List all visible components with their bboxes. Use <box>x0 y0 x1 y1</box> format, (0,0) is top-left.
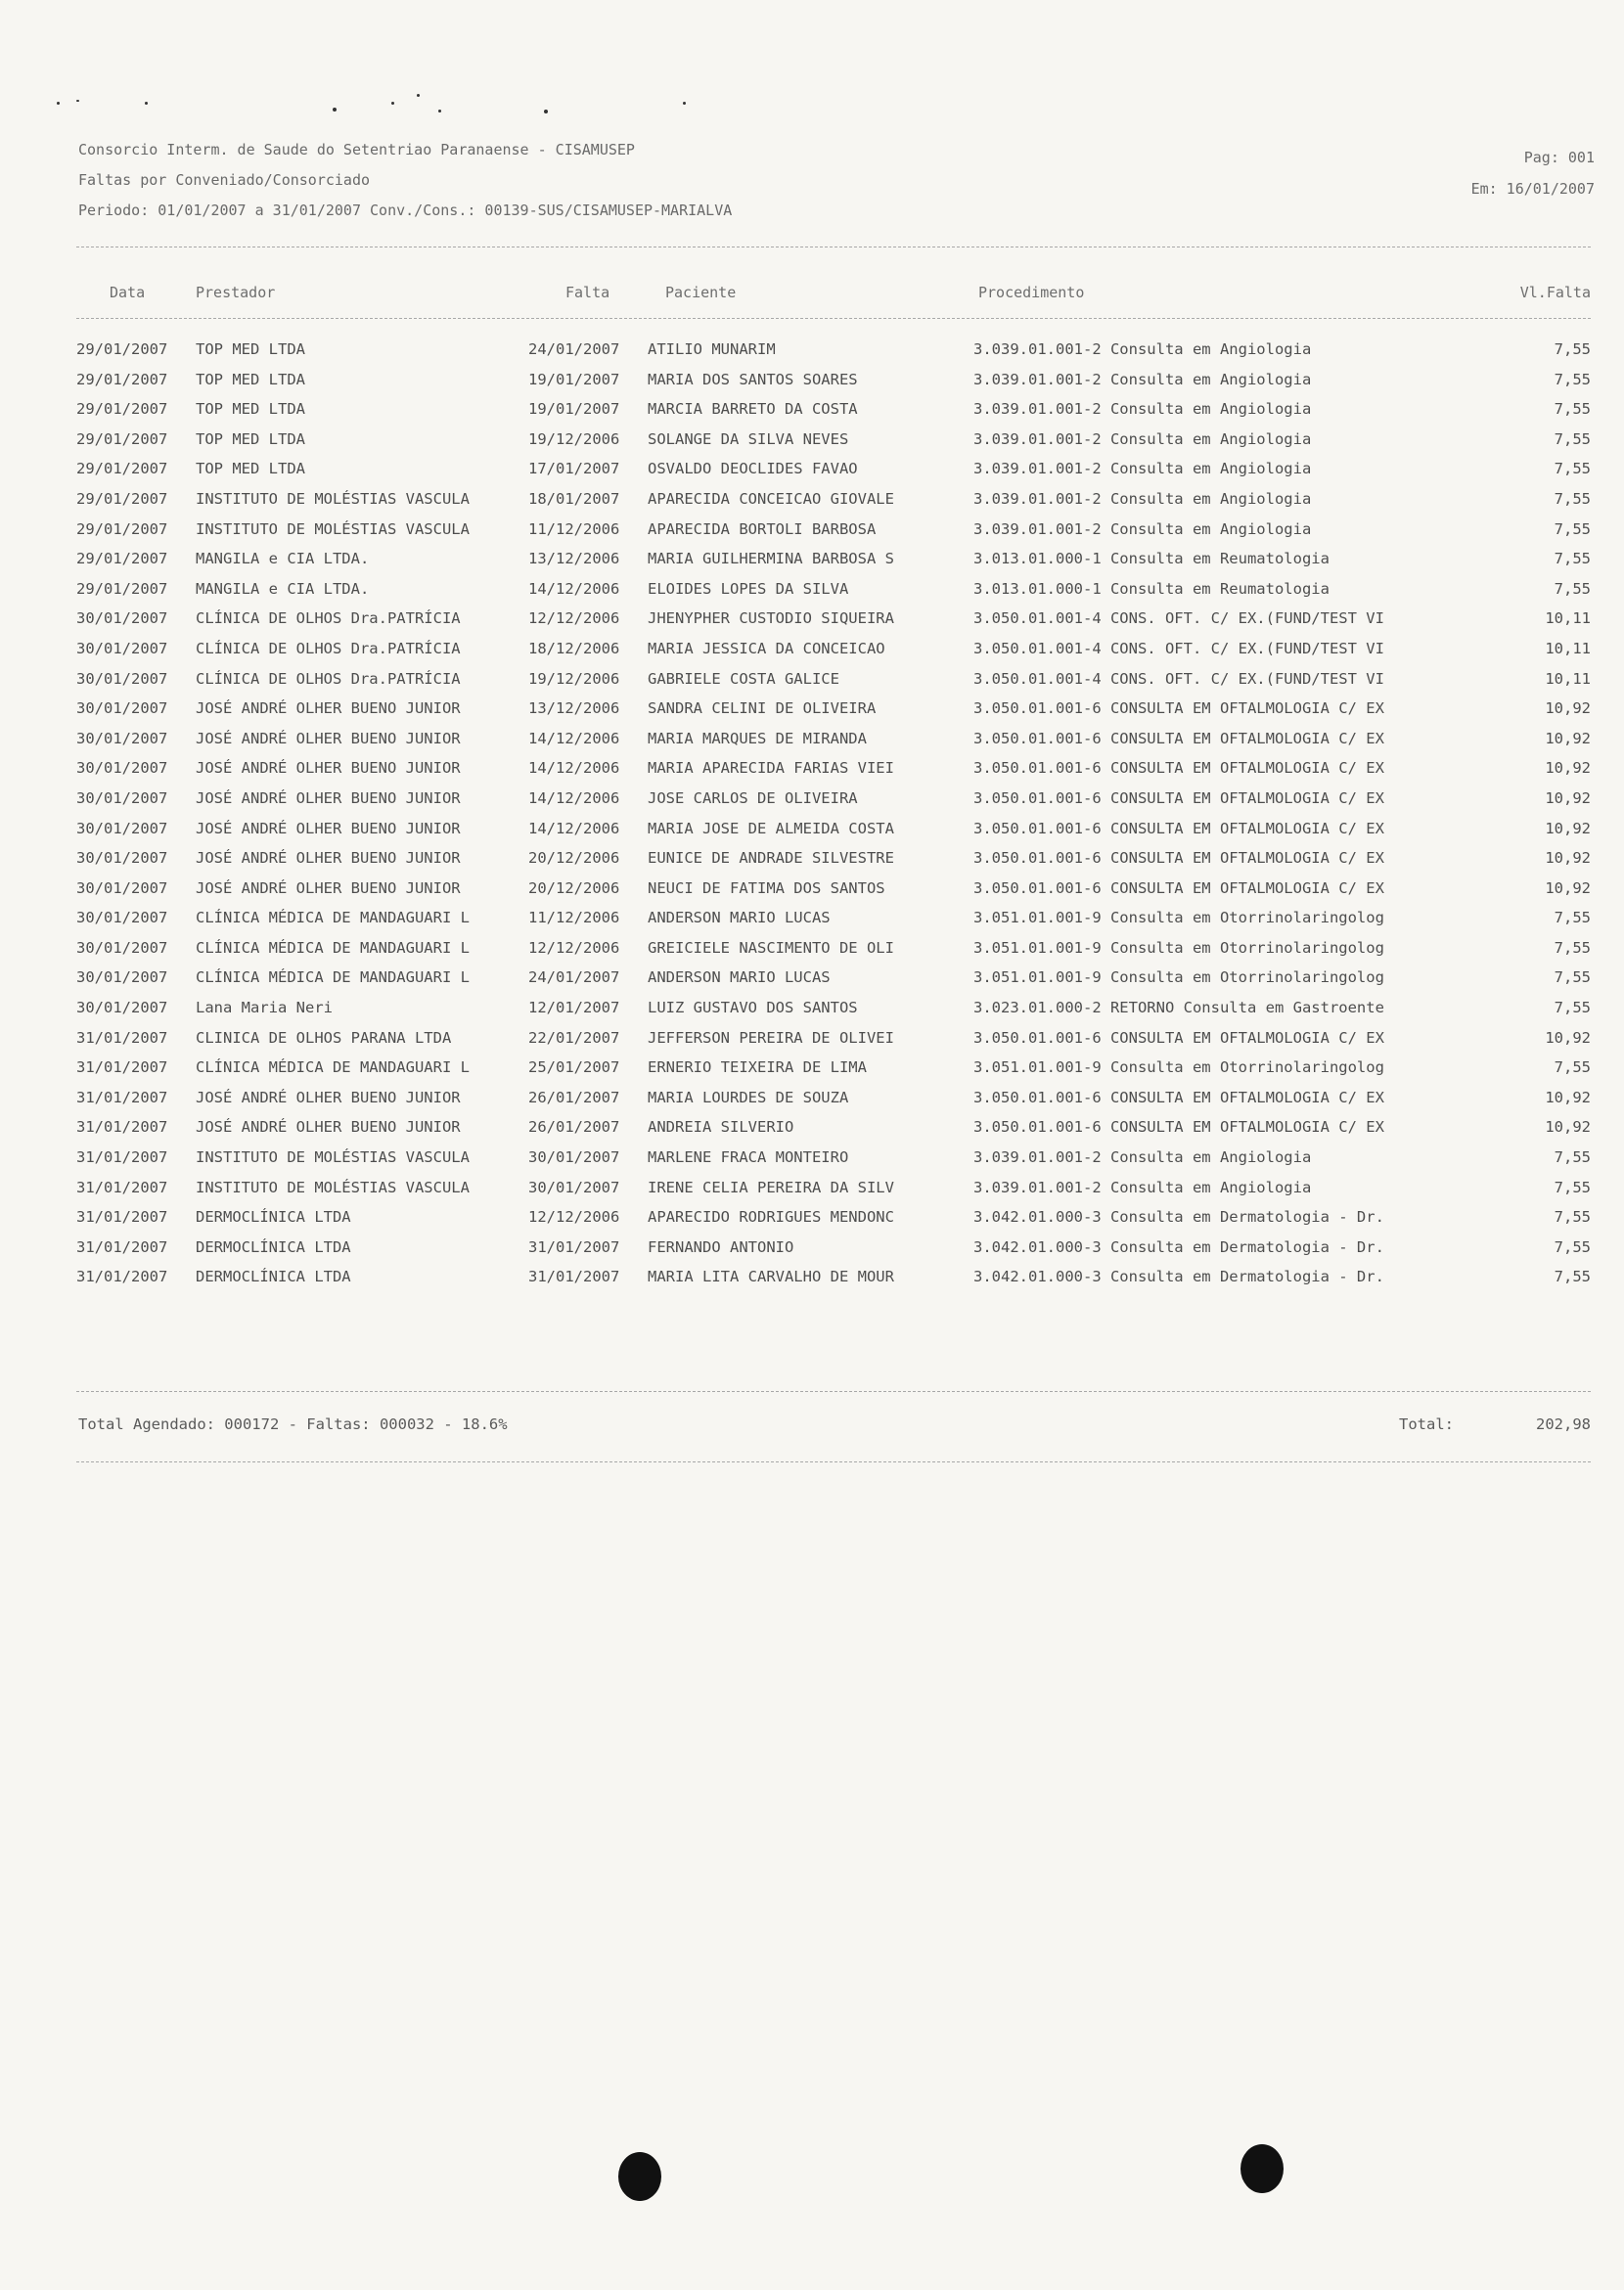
row-procedimento: 3.050.01.001-4 CONS. OFT. C/ EX.(FUND/TEST VI <box>973 609 1384 628</box>
row-date: 29/01/2007 <box>76 429 168 448</box>
row-falta-date: 11/12/2006 <box>528 519 620 538</box>
row-prestador: CLÍNICA MÉDICA DE MANDAGUARI L <box>196 968 470 987</box>
row-paciente: JHENYPHER CUSTODIO SIQUEIRA <box>648 609 894 628</box>
row-valor: 10,11 <box>1545 609 1591 628</box>
row-paciente: ATILIO MUNARIM <box>648 340 776 358</box>
row-procedimento: 3.042.01.000-3 Consulta em Dermatologia - Dr. <box>973 1208 1384 1227</box>
row-prestador: DERMOCLÍNICA LTDA <box>196 1208 351 1227</box>
row-falta-date: 20/12/2006 <box>528 849 620 868</box>
faltas-table <box>0 340 1624 1298</box>
row-valor: 7,55 <box>1554 550 1591 568</box>
row-falta-date: 12/01/2007 <box>528 999 620 1017</box>
row-paciente: MARIA JESSICA DA CONCEICAO <box>648 639 885 657</box>
row-falta-date: 20/12/2006 <box>528 878 620 897</box>
row-valor: 10,92 <box>1545 849 1591 868</box>
row-procedimento: 3.050.01.001-4 CONS. OFT. C/ EX.(FUND/TEST VI <box>973 639 1384 657</box>
row-paciente: SOLANGE DA SILVA NEVES <box>648 429 849 448</box>
table-row <box>0 1208 1624 1238</box>
row-falta-date: 19/12/2006 <box>528 429 620 448</box>
row-procedimento: 3.050.01.001-6 CONSULTA EM OFTALMOLOGIA C/ EX <box>973 1118 1384 1137</box>
row-prestador: TOP MED LTDA <box>196 340 305 358</box>
row-valor: 10,92 <box>1545 729 1591 747</box>
row-procedimento: 3.050.01.001-6 CONSULTA EM OFTALMOLOGIA C/ EX <box>973 819 1384 837</box>
table-row <box>0 1238 1624 1269</box>
row-valor: 10,92 <box>1545 759 1591 778</box>
row-prestador: INSTITUTO DE MOLÉSTIAS VASCULA <box>196 1178 470 1196</box>
row-prestador: MANGILA e CIA LTDA. <box>196 579 370 598</box>
row-date: 31/01/2007 <box>76 1058 168 1077</box>
row-falta-date: 31/01/2007 <box>528 1268 620 1286</box>
row-procedimento: 3.050.01.001-6 CONSULTA EM OFTALMOLOGIA C/ EX <box>973 699 1384 718</box>
row-procedimento: 3.050.01.001-6 CONSULTA EM OFTALMOLOGIA C/ EX <box>973 729 1384 747</box>
row-procedimento: 3.039.01.001-2 Consulta em Angiologia <box>973 1178 1312 1196</box>
row-date: 30/01/2007 <box>76 968 168 987</box>
row-date: 29/01/2007 <box>76 340 168 358</box>
row-prestador: CLÍNICA MÉDICA DE MANDAGUARI L <box>196 1058 470 1077</box>
row-procedimento: 3.013.01.000-1 Consulta em Reumatologia <box>973 579 1330 598</box>
row-valor: 7,55 <box>1554 1268 1591 1286</box>
row-prestador: CLÍNICA DE OLHOS Dra.PATRÍCIA <box>196 639 461 657</box>
row-valor: 10,92 <box>1545 1118 1591 1137</box>
row-falta-date: 11/12/2006 <box>528 909 620 927</box>
row-date: 30/01/2007 <box>76 788 168 807</box>
table-row <box>0 371 1624 401</box>
row-date: 30/01/2007 <box>76 639 168 657</box>
row-prestador: JOSÉ ANDRÉ OLHER BUENO JUNIOR <box>196 759 461 778</box>
row-procedimento: 3.050.01.001-6 CONSULTA EM OFTALMOLOGIA C/ EX <box>973 759 1384 778</box>
row-prestador: TOP MED LTDA <box>196 370 305 388</box>
total-label: Total: <box>1399 1415 1454 1433</box>
divider-footer <box>76 1461 1591 1462</box>
row-date: 29/01/2007 <box>76 519 168 538</box>
table-row <box>0 550 1624 580</box>
row-date: 30/01/2007 <box>76 909 168 927</box>
row-date: 29/01/2007 <box>76 370 168 388</box>
scan-speck <box>145 102 148 105</box>
row-valor: 10,92 <box>1545 699 1591 718</box>
org-title: Consorcio Interm. de Saude do Setentriao Paranaense - CISAMUSEP <box>78 141 635 158</box>
row-date: 30/01/2007 <box>76 609 168 628</box>
row-paciente: ANDERSON MARIO LUCAS <box>648 909 831 927</box>
row-valor: 7,55 <box>1554 999 1591 1017</box>
row-procedimento: 3.039.01.001-2 Consulta em Angiologia <box>973 400 1312 419</box>
row-procedimento: 3.050.01.001-6 CONSULTA EM OFTALMOLOGIA C/ EX <box>973 788 1384 807</box>
punch-hole <box>1241 2144 1284 2193</box>
table-row <box>0 340 1624 371</box>
row-date: 31/01/2007 <box>76 1208 168 1227</box>
page-number: Pag: 001 <box>1523 149 1595 166</box>
row-prestador: TOP MED LTDA <box>196 400 305 419</box>
row-prestador: JOSÉ ANDRÉ OLHER BUENO JUNIOR <box>196 729 461 747</box>
row-date: 30/01/2007 <box>76 819 168 837</box>
row-procedimento: 3.050.01.001-6 CONSULTA EM OFTALMOLOGIA C/ EX <box>973 1088 1384 1106</box>
row-date: 30/01/2007 <box>76 999 168 1017</box>
row-paciente: EUNICE DE ANDRADE SILVESTRE <box>648 849 894 868</box>
row-prestador: CLÍNICA DE OLHOS Dra.PATRÍCIA <box>196 609 461 628</box>
issue-date: Em: 16/01/2007 <box>1470 180 1595 198</box>
row-paciente: MARIA DOS SANTOS SOARES <box>648 370 858 388</box>
row-prestador: TOP MED LTDA <box>196 429 305 448</box>
row-date: 31/01/2007 <box>76 1148 168 1167</box>
row-paciente: ELOIDES LOPES DA SILVA <box>648 579 849 598</box>
row-paciente: MARIA LOURDES DE SOUZA <box>648 1088 849 1106</box>
table-row <box>0 759 1624 789</box>
table-row <box>0 999 1624 1029</box>
row-prestador: JOSÉ ANDRÉ OLHER BUENO JUNIOR <box>196 849 461 868</box>
row-paciente: MARIA JOSE DE ALMEIDA COSTA <box>648 819 894 837</box>
scan-speck <box>544 110 548 113</box>
col-header-prestador: Prestador <box>196 284 276 301</box>
row-paciente: LUIZ GUSTAVO DOS SANTOS <box>648 999 858 1017</box>
row-falta-date: 25/01/2007 <box>528 1058 620 1077</box>
row-falta-date: 14/12/2006 <box>528 579 620 598</box>
col-header-data: Data <box>110 284 146 301</box>
row-procedimento: 3.050.01.001-6 CONSULTA EM OFTALMOLOGIA C/ EX <box>973 849 1384 868</box>
row-procedimento: 3.050.01.001-6 CONSULTA EM OFTALMOLOGIA C/ EX <box>973 1028 1384 1047</box>
row-falta-date: 18/01/2007 <box>528 489 620 508</box>
row-date: 29/01/2007 <box>76 550 168 568</box>
row-prestador: CLÍNICA DE OLHOS Dra.PATRÍCIA <box>196 669 461 688</box>
row-procedimento: 3.039.01.001-2 Consulta em Angiologia <box>973 489 1312 508</box>
row-valor: 10,11 <box>1545 639 1591 657</box>
table-row <box>0 460 1624 490</box>
scan-speck <box>417 94 420 97</box>
row-valor: 7,55 <box>1554 1058 1591 1077</box>
row-paciente: APARECIDA CONCEICAO GIOVALE <box>648 489 894 508</box>
row-falta-date: 12/12/2006 <box>528 938 620 957</box>
table-row <box>0 699 1624 730</box>
table-row <box>0 730 1624 760</box>
row-prestador: INSTITUTO DE MOLÉSTIAS VASCULA <box>196 519 470 538</box>
row-paciente: ERNERIO TEIXEIRA DE LIMA <box>648 1058 867 1077</box>
table-row <box>0 1029 1624 1059</box>
row-prestador: DERMOCLÍNICA LTDA <box>196 1237 351 1256</box>
row-prestador: JOSÉ ANDRÉ OLHER BUENO JUNIOR <box>196 699 461 718</box>
row-paciente: JOSE CARLOS DE OLIVEIRA <box>648 788 858 807</box>
row-prestador: JOSÉ ANDRÉ OLHER BUENO JUNIOR <box>196 819 461 837</box>
row-falta-date: 12/12/2006 <box>528 609 620 628</box>
row-procedimento: 3.039.01.001-2 Consulta em Angiologia <box>973 1148 1312 1167</box>
row-prestador: JOSÉ ANDRÉ OLHER BUENO JUNIOR <box>196 878 461 897</box>
table-row <box>0 580 1624 610</box>
table-row <box>0 430 1624 461</box>
row-valor: 7,55 <box>1554 429 1591 448</box>
row-prestador: INSTITUTO DE MOLÉSTIAS VASCULA <box>196 1148 470 1167</box>
table-row <box>0 400 1624 430</box>
row-falta-date: 14/12/2006 <box>528 788 620 807</box>
row-date: 31/01/2007 <box>76 1088 168 1106</box>
row-valor: 7,55 <box>1554 489 1591 508</box>
row-prestador: MANGILA e CIA LTDA. <box>196 550 370 568</box>
row-prestador: CLÍNICA MÉDICA DE MANDAGUARI L <box>196 909 470 927</box>
row-falta-date: 26/01/2007 <box>528 1118 620 1137</box>
row-falta-date: 19/12/2006 <box>528 669 620 688</box>
row-date: 30/01/2007 <box>76 759 168 778</box>
row-paciente: GABRIELE COSTA GALICE <box>648 669 839 688</box>
col-header-vl-falta: Vl.Falta <box>1519 284 1591 301</box>
row-paciente: JEFFERSON PEREIRA DE OLIVEI <box>648 1028 894 1047</box>
row-falta-date: 17/01/2007 <box>528 460 620 478</box>
total-value: 202,98 <box>1536 1415 1591 1433</box>
row-valor: 7,55 <box>1554 579 1591 598</box>
table-row <box>0 939 1624 969</box>
row-paciente: MARLENE FRACA MONTEIRO <box>648 1148 849 1167</box>
row-prestador: INSTITUTO DE MOLÉSTIAS VASCULA <box>196 489 470 508</box>
row-paciente: MARIA MARQUES DE MIRANDA <box>648 729 867 747</box>
row-falta-date: 30/01/2007 <box>528 1178 620 1196</box>
table-row <box>0 1268 1624 1298</box>
row-date: 30/01/2007 <box>76 849 168 868</box>
table-row <box>0 849 1624 879</box>
table-row <box>0 1089 1624 1119</box>
row-valor: 10,92 <box>1545 788 1591 807</box>
row-falta-date: 31/01/2007 <box>528 1237 620 1256</box>
table-row <box>0 820 1624 850</box>
col-header-paciente: Paciente <box>665 284 737 301</box>
row-valor: 7,55 <box>1554 909 1591 927</box>
row-date: 29/01/2007 <box>76 460 168 478</box>
punch-hole <box>618 2152 661 2201</box>
row-date: 31/01/2007 <box>76 1237 168 1256</box>
row-falta-date: 18/12/2006 <box>528 639 620 657</box>
row-procedimento: 3.051.01.001-9 Consulta em Otorrinolaringolog <box>973 938 1384 957</box>
row-procedimento: 3.013.01.000-1 Consulta em Reumatologia <box>973 550 1330 568</box>
row-falta-date: 14/12/2006 <box>528 759 620 778</box>
row-procedimento: 3.042.01.000-3 Consulta em Dermatologia - Dr. <box>973 1268 1384 1286</box>
row-paciente: MARCIA BARRETO DA COSTA <box>648 400 858 419</box>
row-procedimento: 3.051.01.001-9 Consulta em Otorrinolaringolog <box>973 909 1384 927</box>
row-procedimento: 3.039.01.001-2 Consulta em Angiologia <box>973 460 1312 478</box>
row-procedimento: 3.039.01.001-2 Consulta em Angiologia <box>973 370 1312 388</box>
row-falta-date: 13/12/2006 <box>528 699 620 718</box>
row-falta-date: 19/01/2007 <box>528 400 620 419</box>
row-valor: 10,92 <box>1545 819 1591 837</box>
col-header-falta: Falta <box>565 284 610 301</box>
row-valor: 7,55 <box>1554 1237 1591 1256</box>
row-procedimento: 3.050.01.001-4 CONS. OFT. C/ EX.(FUND/TEST VI <box>973 669 1384 688</box>
row-procedimento: 3.042.01.000-3 Consulta em Dermatologia - Dr. <box>973 1237 1384 1256</box>
table-row <box>0 640 1624 670</box>
row-falta-date: 24/01/2007 <box>528 968 620 987</box>
row-prestador: JOSÉ ANDRÉ OLHER BUENO JUNIOR <box>196 1118 461 1137</box>
row-prestador: CLINICA DE OLHOS PARANA LTDA <box>196 1028 452 1047</box>
totals-summary: Total Agendado: 000172 - Faltas: 000032 - 18.6% <box>78 1415 508 1433</box>
col-header-procedimento: Procedimento <box>978 284 1085 301</box>
row-procedimento: 3.051.01.001-9 Consulta em Otorrinolaringolog <box>973 1058 1384 1077</box>
row-paciente: FERNANDO ANTONIO <box>648 1237 794 1256</box>
row-paciente: ANDERSON MARIO LUCAS <box>648 968 831 987</box>
scan-speck <box>391 102 394 105</box>
divider-header <box>76 318 1591 319</box>
row-valor: 7,55 <box>1554 968 1591 987</box>
row-falta-date: 12/12/2006 <box>528 1208 620 1227</box>
row-falta-date: 14/12/2006 <box>528 819 620 837</box>
scan-speck <box>683 102 686 105</box>
row-procedimento: 3.050.01.001-6 CONSULTA EM OFTALMOLOGIA C/ EX <box>973 878 1384 897</box>
row-date: 30/01/2007 <box>76 729 168 747</box>
row-date: 29/01/2007 <box>76 489 168 508</box>
row-date: 31/01/2007 <box>76 1028 168 1047</box>
row-valor: 10,92 <box>1545 1028 1591 1047</box>
row-paciente: GREICIELE NASCIMENTO DE OLI <box>648 938 894 957</box>
report-title: Faltas por Conveniado/Consorciado <box>78 171 371 189</box>
row-falta-date: 24/01/2007 <box>528 340 620 358</box>
row-procedimento: 3.039.01.001-2 Consulta em Angiologia <box>973 519 1312 538</box>
row-valor: 7,55 <box>1554 1178 1591 1196</box>
row-paciente: OSVALDO DEOCLIDES FAVAO <box>648 460 858 478</box>
table-row <box>0 968 1624 999</box>
table-row <box>0 879 1624 910</box>
row-paciente: APARECIDO RODRIGUES MENDONC <box>648 1208 894 1227</box>
row-date: 30/01/2007 <box>76 938 168 957</box>
row-paciente: MARIA LITA CARVALHO DE MOUR <box>648 1268 894 1286</box>
row-paciente: MARIA APARECIDA FARIAS VIEI <box>648 759 894 778</box>
row-prestador: TOP MED LTDA <box>196 460 305 478</box>
row-date: 29/01/2007 <box>76 579 168 598</box>
row-prestador: JOSÉ ANDRÉ OLHER BUENO JUNIOR <box>196 788 461 807</box>
table-row <box>0 789 1624 820</box>
table-row <box>0 490 1624 520</box>
row-paciente: SANDRA CELINI DE OLIVEIRA <box>648 699 877 718</box>
scan-speck <box>57 102 60 105</box>
row-procedimento: 3.051.01.001-9 Consulta em Otorrinolaringolog <box>973 968 1384 987</box>
row-paciente: IRENE CELIA PEREIRA DA SILV <box>648 1178 894 1196</box>
row-valor: 7,55 <box>1554 519 1591 538</box>
row-valor: 10,92 <box>1545 1088 1591 1106</box>
table-row <box>0 609 1624 640</box>
row-prestador: JOSÉ ANDRÉ OLHER BUENO JUNIOR <box>196 1088 461 1106</box>
row-paciente: APARECIDA BORTOLI BARBOSA <box>648 519 877 538</box>
row-falta-date: 26/01/2007 <box>528 1088 620 1106</box>
scan-speck <box>333 108 337 112</box>
row-prestador: Lana Maria Neri <box>196 999 333 1017</box>
row-paciente: NEUCI DE FATIMA DOS SANTOS <box>648 878 885 897</box>
row-falta-date: 30/01/2007 <box>528 1148 620 1167</box>
row-valor: 7,55 <box>1554 340 1591 358</box>
table-row <box>0 520 1624 551</box>
row-date: 29/01/2007 <box>76 400 168 419</box>
row-date: 31/01/2007 <box>76 1118 168 1137</box>
table-row <box>0 909 1624 939</box>
row-valor: 7,55 <box>1554 1208 1591 1227</box>
row-valor: 7,55 <box>1554 400 1591 419</box>
row-date: 30/01/2007 <box>76 878 168 897</box>
row-date: 31/01/2007 <box>76 1178 168 1196</box>
row-valor: 7,55 <box>1554 938 1591 957</box>
row-paciente: ANDREIA SILVERIO <box>648 1118 794 1137</box>
row-prestador: CLÍNICA MÉDICA DE MANDAGUARI L <box>196 938 470 957</box>
row-falta-date: 22/01/2007 <box>528 1028 620 1047</box>
row-procedimento: 3.023.01.000-2 RETORNO Consulta em Gastroente <box>973 999 1384 1017</box>
row-paciente: MARIA GUILHERMINA BARBOSA S <box>648 550 894 568</box>
table-row <box>0 670 1624 700</box>
table-row <box>0 1058 1624 1089</box>
table-row <box>0 1148 1624 1179</box>
row-valor: 10,11 <box>1545 669 1591 688</box>
table-row <box>0 1179 1624 1209</box>
divider-bottom <box>76 1391 1591 1392</box>
table-row <box>0 1118 1624 1148</box>
row-falta-date: 14/12/2006 <box>528 729 620 747</box>
row-procedimento: 3.039.01.001-2 Consulta em Angiologia <box>973 429 1312 448</box>
row-valor: 7,55 <box>1554 1148 1591 1167</box>
row-falta-date: 19/01/2007 <box>528 370 620 388</box>
row-valor: 7,55 <box>1554 370 1591 388</box>
row-date: 31/01/2007 <box>76 1268 168 1286</box>
scan-speck <box>76 100 79 102</box>
row-prestador: DERMOCLÍNICA LTDA <box>196 1268 351 1286</box>
scan-speck <box>438 110 441 112</box>
row-falta-date: 13/12/2006 <box>528 550 620 568</box>
report-period: Periodo: 01/01/2007 a 31/01/2007 Conv./Cons.: 00139-SUS/CISAMUSEP-MARIALVA <box>78 202 733 219</box>
row-valor: 7,55 <box>1554 460 1591 478</box>
row-valor: 10,92 <box>1545 878 1591 897</box>
row-date: 30/01/2007 <box>76 699 168 718</box>
row-date: 30/01/2007 <box>76 669 168 688</box>
row-procedimento: 3.039.01.001-2 Consulta em Angiologia <box>973 340 1312 358</box>
